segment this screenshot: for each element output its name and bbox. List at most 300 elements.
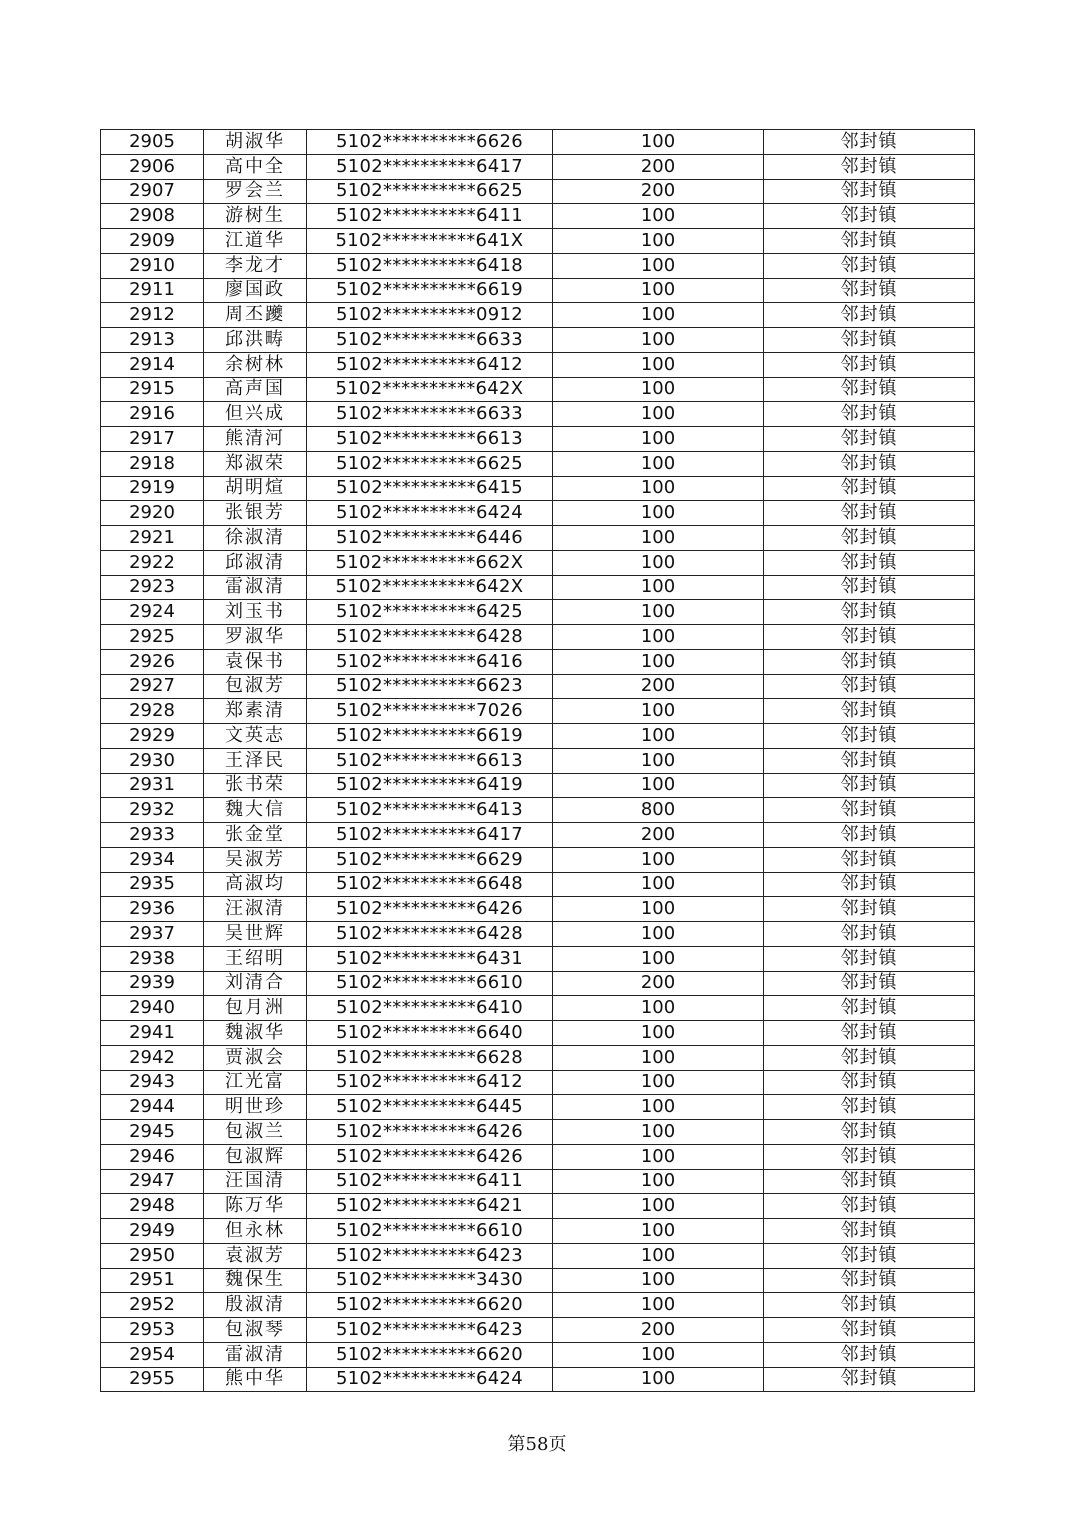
name-cell: 贾淑会 (204, 1045, 307, 1070)
amount-cell: 100 (553, 724, 764, 749)
row-number-cell: 2955 (101, 1367, 204, 1392)
amount-cell: 100 (553, 1021, 764, 1046)
row-number-cell: 2929 (101, 724, 204, 749)
name-cell: 包月洲 (204, 996, 307, 1021)
row-number-cell: 2906 (101, 154, 204, 179)
id-number-cell: 5102**********6613 (307, 748, 553, 773)
town-cell: 邻封镇 (764, 1293, 975, 1318)
amount-cell: 100 (553, 773, 764, 798)
table-row (101, 575, 975, 600)
town-cell: 邻封镇 (764, 402, 975, 427)
row-number-cell: 2915 (101, 377, 204, 402)
town-cell: 邻封镇 (764, 600, 975, 625)
town-cell: 邻封镇 (764, 748, 975, 773)
amount-cell: 100 (553, 1070, 764, 1095)
table-row (101, 1367, 975, 1392)
id-number-cell: 5102**********6410 (307, 996, 553, 1021)
town-cell: 邻封镇 (764, 526, 975, 551)
table-row (101, 476, 975, 501)
table-row (101, 1342, 975, 1367)
name-cell: 高声国 (204, 377, 307, 402)
name-cell: 高中全 (204, 154, 307, 179)
town-cell: 邻封镇 (764, 922, 975, 947)
amount-cell: 100 (553, 748, 764, 773)
amount-cell: 100 (553, 253, 764, 278)
amount-cell: 100 (553, 1293, 764, 1318)
table-row (101, 303, 975, 328)
town-cell: 邻封镇 (764, 649, 975, 674)
name-cell: 袁保书 (204, 649, 307, 674)
roster-table-body (101, 130, 975, 1392)
row-number-cell: 2944 (101, 1095, 204, 1120)
row-number-cell: 2933 (101, 823, 204, 848)
id-number-cell: 5102**********6423 (307, 1243, 553, 1268)
table-row (101, 1268, 975, 1293)
table-row (101, 823, 975, 848)
row-number-cell: 2939 (101, 971, 204, 996)
name-cell: 周丕躨 (204, 303, 307, 328)
table-row (101, 674, 975, 699)
town-cell: 邻封镇 (764, 996, 975, 1021)
id-number-cell: 5102**********6625 (307, 179, 553, 204)
id-number-cell: 5102**********6426 (307, 1144, 553, 1169)
town-cell: 邻封镇 (764, 1243, 975, 1268)
amount-cell: 100 (553, 1144, 764, 1169)
table-row (101, 773, 975, 798)
id-number-cell: 5102**********6619 (307, 278, 553, 303)
name-cell: 高淑均 (204, 872, 307, 897)
id-number-cell: 5102**********6426 (307, 897, 553, 922)
row-number-cell: 2907 (101, 179, 204, 204)
amount-cell: 100 (553, 352, 764, 377)
name-cell: 王泽民 (204, 748, 307, 773)
id-number-cell: 5102**********6610 (307, 971, 553, 996)
row-number-cell: 2924 (101, 600, 204, 625)
town-cell: 邻封镇 (764, 303, 975, 328)
table-row (101, 946, 975, 971)
town-cell: 邻封镇 (764, 897, 975, 922)
town-cell: 邻封镇 (764, 204, 975, 229)
name-cell: 江光富 (204, 1070, 307, 1095)
name-cell: 江道华 (204, 229, 307, 254)
id-number-cell: 5102**********6628 (307, 1045, 553, 1070)
row-number-cell: 2951 (101, 1268, 204, 1293)
row-number-cell: 2920 (101, 501, 204, 526)
town-cell: 邻封镇 (764, 1120, 975, 1145)
name-cell: 胡明煊 (204, 476, 307, 501)
amount-cell: 100 (553, 946, 764, 971)
row-number-cell: 2918 (101, 451, 204, 476)
table-row (101, 377, 975, 402)
id-number-cell: 5102**********6423 (307, 1318, 553, 1343)
amount-cell: 100 (553, 476, 764, 501)
amount-cell: 100 (553, 1169, 764, 1194)
id-number-cell: 5102**********6625 (307, 451, 553, 476)
table-row (101, 1219, 975, 1244)
amount-cell: 100 (553, 996, 764, 1021)
row-number-cell: 2912 (101, 303, 204, 328)
row-number-cell: 2938 (101, 946, 204, 971)
row-number-cell: 2953 (101, 1318, 204, 1343)
town-cell: 邻封镇 (764, 253, 975, 278)
table-row (101, 427, 975, 452)
table-row (101, 352, 975, 377)
amount-cell: 100 (553, 427, 764, 452)
town-cell: 邻封镇 (764, 1045, 975, 1070)
table-row (101, 253, 975, 278)
id-number-cell: 5102**********6629 (307, 847, 553, 872)
id-number-cell: 5102**********642X (307, 575, 553, 600)
table-row (101, 971, 975, 996)
id-number-cell: 5102**********6415 (307, 476, 553, 501)
row-number-cell: 2909 (101, 229, 204, 254)
town-cell: 邻封镇 (764, 1342, 975, 1367)
row-number-cell: 2926 (101, 649, 204, 674)
row-number-cell: 2923 (101, 575, 204, 600)
name-cell: 魏保生 (204, 1268, 307, 1293)
name-cell: 文英志 (204, 724, 307, 749)
name-cell: 徐淑清 (204, 526, 307, 551)
table-row (101, 847, 975, 872)
id-number-cell: 5102**********6412 (307, 1070, 553, 1095)
row-number-cell: 2910 (101, 253, 204, 278)
town-cell: 邻封镇 (764, 130, 975, 155)
id-number-cell: 5102**********6424 (307, 501, 553, 526)
row-number-cell: 2916 (101, 402, 204, 427)
id-number-cell: 5102**********662X (307, 550, 553, 575)
id-number-cell: 5102**********3430 (307, 1268, 553, 1293)
name-cell: 刘玉书 (204, 600, 307, 625)
row-number-cell: 2940 (101, 996, 204, 1021)
row-number-cell: 2936 (101, 897, 204, 922)
name-cell: 余树林 (204, 352, 307, 377)
amount-cell: 100 (553, 402, 764, 427)
table-row (101, 724, 975, 749)
table-row (101, 872, 975, 897)
table-row (101, 748, 975, 773)
id-number-cell: 5102**********6416 (307, 649, 553, 674)
table-row (101, 649, 975, 674)
name-cell: 明世珍 (204, 1095, 307, 1120)
amount-cell: 100 (553, 130, 764, 155)
row-number-cell: 2950 (101, 1243, 204, 1268)
name-cell: 雷淑清 (204, 575, 307, 600)
name-cell: 郑素清 (204, 699, 307, 724)
roster-table (100, 129, 975, 1392)
town-cell: 邻封镇 (764, 154, 975, 179)
name-cell: 胡淑华 (204, 130, 307, 155)
amount-cell: 100 (553, 847, 764, 872)
amount-cell: 100 (553, 600, 764, 625)
amount-cell: 100 (553, 1045, 764, 1070)
id-number-cell: 5102**********6633 (307, 402, 553, 427)
town-cell: 邻封镇 (764, 1144, 975, 1169)
table-row (101, 996, 975, 1021)
town-cell: 邻封镇 (764, 377, 975, 402)
id-number-cell: 5102**********6417 (307, 823, 553, 848)
amount-cell: 200 (553, 971, 764, 996)
name-cell: 张书荣 (204, 773, 307, 798)
row-number-cell: 2954 (101, 1342, 204, 1367)
town-cell: 邻封镇 (764, 501, 975, 526)
row-number-cell: 2932 (101, 798, 204, 823)
town-cell: 邻封镇 (764, 328, 975, 353)
row-number-cell: 2921 (101, 526, 204, 551)
table-row (101, 1318, 975, 1343)
amount-cell: 200 (553, 674, 764, 699)
amount-cell: 100 (553, 501, 764, 526)
id-number-cell: 5102**********6619 (307, 724, 553, 749)
name-cell: 吴淑芳 (204, 847, 307, 872)
row-number-cell: 2911 (101, 278, 204, 303)
id-number-cell: 5102**********6413 (307, 798, 553, 823)
town-cell: 邻封镇 (764, 798, 975, 823)
row-number-cell: 2927 (101, 674, 204, 699)
amount-cell: 100 (553, 204, 764, 229)
row-number-cell: 2922 (101, 550, 204, 575)
row-number-cell: 2905 (101, 130, 204, 155)
table-row (101, 179, 975, 204)
amount-cell: 200 (553, 154, 764, 179)
name-cell: 汪国清 (204, 1169, 307, 1194)
row-number-cell: 2945 (101, 1120, 204, 1145)
id-number-cell: 5102**********642X (307, 377, 553, 402)
amount-cell: 100 (553, 526, 764, 551)
amount-cell: 100 (553, 550, 764, 575)
amount-cell: 100 (553, 625, 764, 650)
town-cell: 邻封镇 (764, 773, 975, 798)
table-row (101, 1243, 975, 1268)
town-cell: 邻封镇 (764, 699, 975, 724)
table-row (101, 451, 975, 476)
town-cell: 邻封镇 (764, 674, 975, 699)
id-number-cell: 5102**********6623 (307, 674, 553, 699)
row-number-cell: 2914 (101, 352, 204, 377)
town-cell: 邻封镇 (764, 1268, 975, 1293)
id-number-cell: 5102**********6424 (307, 1367, 553, 1392)
table-row (101, 1045, 975, 1070)
id-number-cell: 5102**********641X (307, 229, 553, 254)
town-cell: 邻封镇 (764, 278, 975, 303)
town-cell: 邻封镇 (764, 427, 975, 452)
name-cell: 游树生 (204, 204, 307, 229)
name-cell: 王绍明 (204, 946, 307, 971)
table-row (101, 1120, 975, 1145)
town-cell: 邻封镇 (764, 550, 975, 575)
row-number-cell: 2935 (101, 872, 204, 897)
amount-cell: 100 (553, 1095, 764, 1120)
table-row (101, 1169, 975, 1194)
id-number-cell: 5102**********6648 (307, 872, 553, 897)
row-number-cell: 2946 (101, 1144, 204, 1169)
table-row (101, 600, 975, 625)
table-row (101, 1194, 975, 1219)
town-cell: 邻封镇 (764, 229, 975, 254)
amount-cell: 100 (553, 1194, 764, 1219)
id-number-cell: 5102**********6421 (307, 1194, 553, 1219)
town-cell: 邻封镇 (764, 1070, 975, 1095)
row-number-cell: 2948 (101, 1194, 204, 1219)
id-number-cell: 5102**********6633 (307, 328, 553, 353)
town-cell: 邻封镇 (764, 946, 975, 971)
town-cell: 邻封镇 (764, 1318, 975, 1343)
name-cell: 包淑辉 (204, 1144, 307, 1169)
name-cell: 张金堂 (204, 823, 307, 848)
amount-cell: 100 (553, 872, 764, 897)
name-cell: 雷淑清 (204, 1342, 307, 1367)
name-cell: 魏大信 (204, 798, 307, 823)
row-number-cell: 2913 (101, 328, 204, 353)
row-number-cell: 2931 (101, 773, 204, 798)
row-number-cell: 2941 (101, 1021, 204, 1046)
amount-cell: 100 (553, 1268, 764, 1293)
row-number-cell: 2934 (101, 847, 204, 872)
name-cell: 熊清河 (204, 427, 307, 452)
id-number-cell: 5102**********6417 (307, 154, 553, 179)
amount-cell: 200 (553, 823, 764, 848)
table-row (101, 204, 975, 229)
id-number-cell: 5102**********6431 (307, 946, 553, 971)
name-cell: 但永林 (204, 1219, 307, 1244)
amount-cell: 100 (553, 897, 764, 922)
name-cell: 包淑琴 (204, 1318, 307, 1343)
table-row (101, 328, 975, 353)
id-number-cell: 5102**********6640 (307, 1021, 553, 1046)
amount-cell: 100 (553, 1219, 764, 1244)
name-cell: 魏淑华 (204, 1021, 307, 1046)
id-number-cell: 5102**********7026 (307, 699, 553, 724)
name-cell: 罗会兰 (204, 179, 307, 204)
row-number-cell: 2928 (101, 699, 204, 724)
table-row (101, 526, 975, 551)
row-number-cell: 2930 (101, 748, 204, 773)
amount-cell: 100 (553, 328, 764, 353)
row-number-cell: 2908 (101, 204, 204, 229)
id-number-cell: 5102**********6425 (307, 600, 553, 625)
row-number-cell: 2943 (101, 1070, 204, 1095)
name-cell: 廖国政 (204, 278, 307, 303)
amount-cell: 800 (553, 798, 764, 823)
amount-cell: 200 (553, 179, 764, 204)
amount-cell: 100 (553, 699, 764, 724)
town-cell: 邻封镇 (764, 1194, 975, 1219)
id-number-cell: 5102**********6610 (307, 1219, 553, 1244)
id-number-cell: 5102**********6620 (307, 1342, 553, 1367)
name-cell: 袁淑芳 (204, 1243, 307, 1268)
town-cell: 邻封镇 (764, 823, 975, 848)
id-number-cell: 5102**********6412 (307, 352, 553, 377)
name-cell: 包淑芳 (204, 674, 307, 699)
id-number-cell: 5102**********6626 (307, 130, 553, 155)
id-number-cell: 5102**********6428 (307, 922, 553, 947)
id-number-cell: 5102**********6446 (307, 526, 553, 551)
town-cell: 邻封镇 (764, 1367, 975, 1392)
town-cell: 邻封镇 (764, 847, 975, 872)
amount-cell: 100 (553, 1367, 764, 1392)
town-cell: 邻封镇 (764, 872, 975, 897)
row-number-cell: 2925 (101, 625, 204, 650)
row-number-cell: 2949 (101, 1219, 204, 1244)
amount-cell: 100 (553, 229, 764, 254)
id-number-cell: 5102**********6613 (307, 427, 553, 452)
town-cell: 邻封镇 (764, 1021, 975, 1046)
table-row (101, 625, 975, 650)
table-row (101, 897, 975, 922)
name-cell: 但兴成 (204, 402, 307, 427)
amount-cell: 100 (553, 649, 764, 674)
row-number-cell: 2942 (101, 1045, 204, 1070)
table-row (101, 699, 975, 724)
name-cell: 殷淑清 (204, 1293, 307, 1318)
name-cell: 吴世辉 (204, 922, 307, 947)
row-number-cell: 2937 (101, 922, 204, 947)
id-number-cell: 5102**********6411 (307, 1169, 553, 1194)
town-cell: 邻封镇 (764, 971, 975, 996)
table-row (101, 229, 975, 254)
table-row (101, 501, 975, 526)
row-number-cell: 2952 (101, 1293, 204, 1318)
id-number-cell: 5102**********6419 (307, 773, 553, 798)
town-cell: 邻封镇 (764, 1219, 975, 1244)
town-cell: 邻封镇 (764, 575, 975, 600)
id-number-cell: 5102**********0912 (307, 303, 553, 328)
town-cell: 邻封镇 (764, 724, 975, 749)
amount-cell: 100 (553, 377, 764, 402)
table-row (101, 1021, 975, 1046)
table-row (101, 798, 975, 823)
amount-cell: 100 (553, 451, 764, 476)
town-cell: 邻封镇 (764, 625, 975, 650)
name-cell: 汪淑清 (204, 897, 307, 922)
table-row (101, 130, 975, 155)
id-number-cell: 5102**********6426 (307, 1120, 553, 1145)
town-cell: 邻封镇 (764, 1169, 975, 1194)
table-row (101, 550, 975, 575)
id-number-cell: 5102**********6418 (307, 253, 553, 278)
table-row (101, 154, 975, 179)
town-cell: 邻封镇 (764, 179, 975, 204)
id-number-cell: 5102**********6445 (307, 1095, 553, 1120)
town-cell: 邻封镇 (764, 1095, 975, 1120)
amount-cell: 100 (553, 575, 764, 600)
table-row (101, 1095, 975, 1120)
name-cell: 刘清合 (204, 971, 307, 996)
name-cell: 李龙才 (204, 253, 307, 278)
amount-cell: 200 (553, 1318, 764, 1343)
id-number-cell: 5102**********6620 (307, 1293, 553, 1318)
name-cell: 熊中华 (204, 1367, 307, 1392)
name-cell: 郑淑荣 (204, 451, 307, 476)
amount-cell: 100 (553, 922, 764, 947)
name-cell: 陈万华 (204, 1194, 307, 1219)
town-cell: 邻封镇 (764, 476, 975, 501)
name-cell: 邱淑清 (204, 550, 307, 575)
row-number-cell: 2919 (101, 476, 204, 501)
name-cell: 罗淑华 (204, 625, 307, 650)
name-cell: 包淑兰 (204, 1120, 307, 1145)
amount-cell: 100 (553, 1243, 764, 1268)
name-cell: 邱洪畴 (204, 328, 307, 353)
town-cell: 邻封镇 (764, 451, 975, 476)
amount-cell: 100 (553, 303, 764, 328)
amount-cell: 100 (553, 1342, 764, 1367)
amount-cell: 100 (553, 278, 764, 303)
table-row (101, 402, 975, 427)
amount-cell: 100 (553, 1120, 764, 1145)
table-row (101, 1293, 975, 1318)
row-number-cell: 2917 (101, 427, 204, 452)
table-row (101, 278, 975, 303)
